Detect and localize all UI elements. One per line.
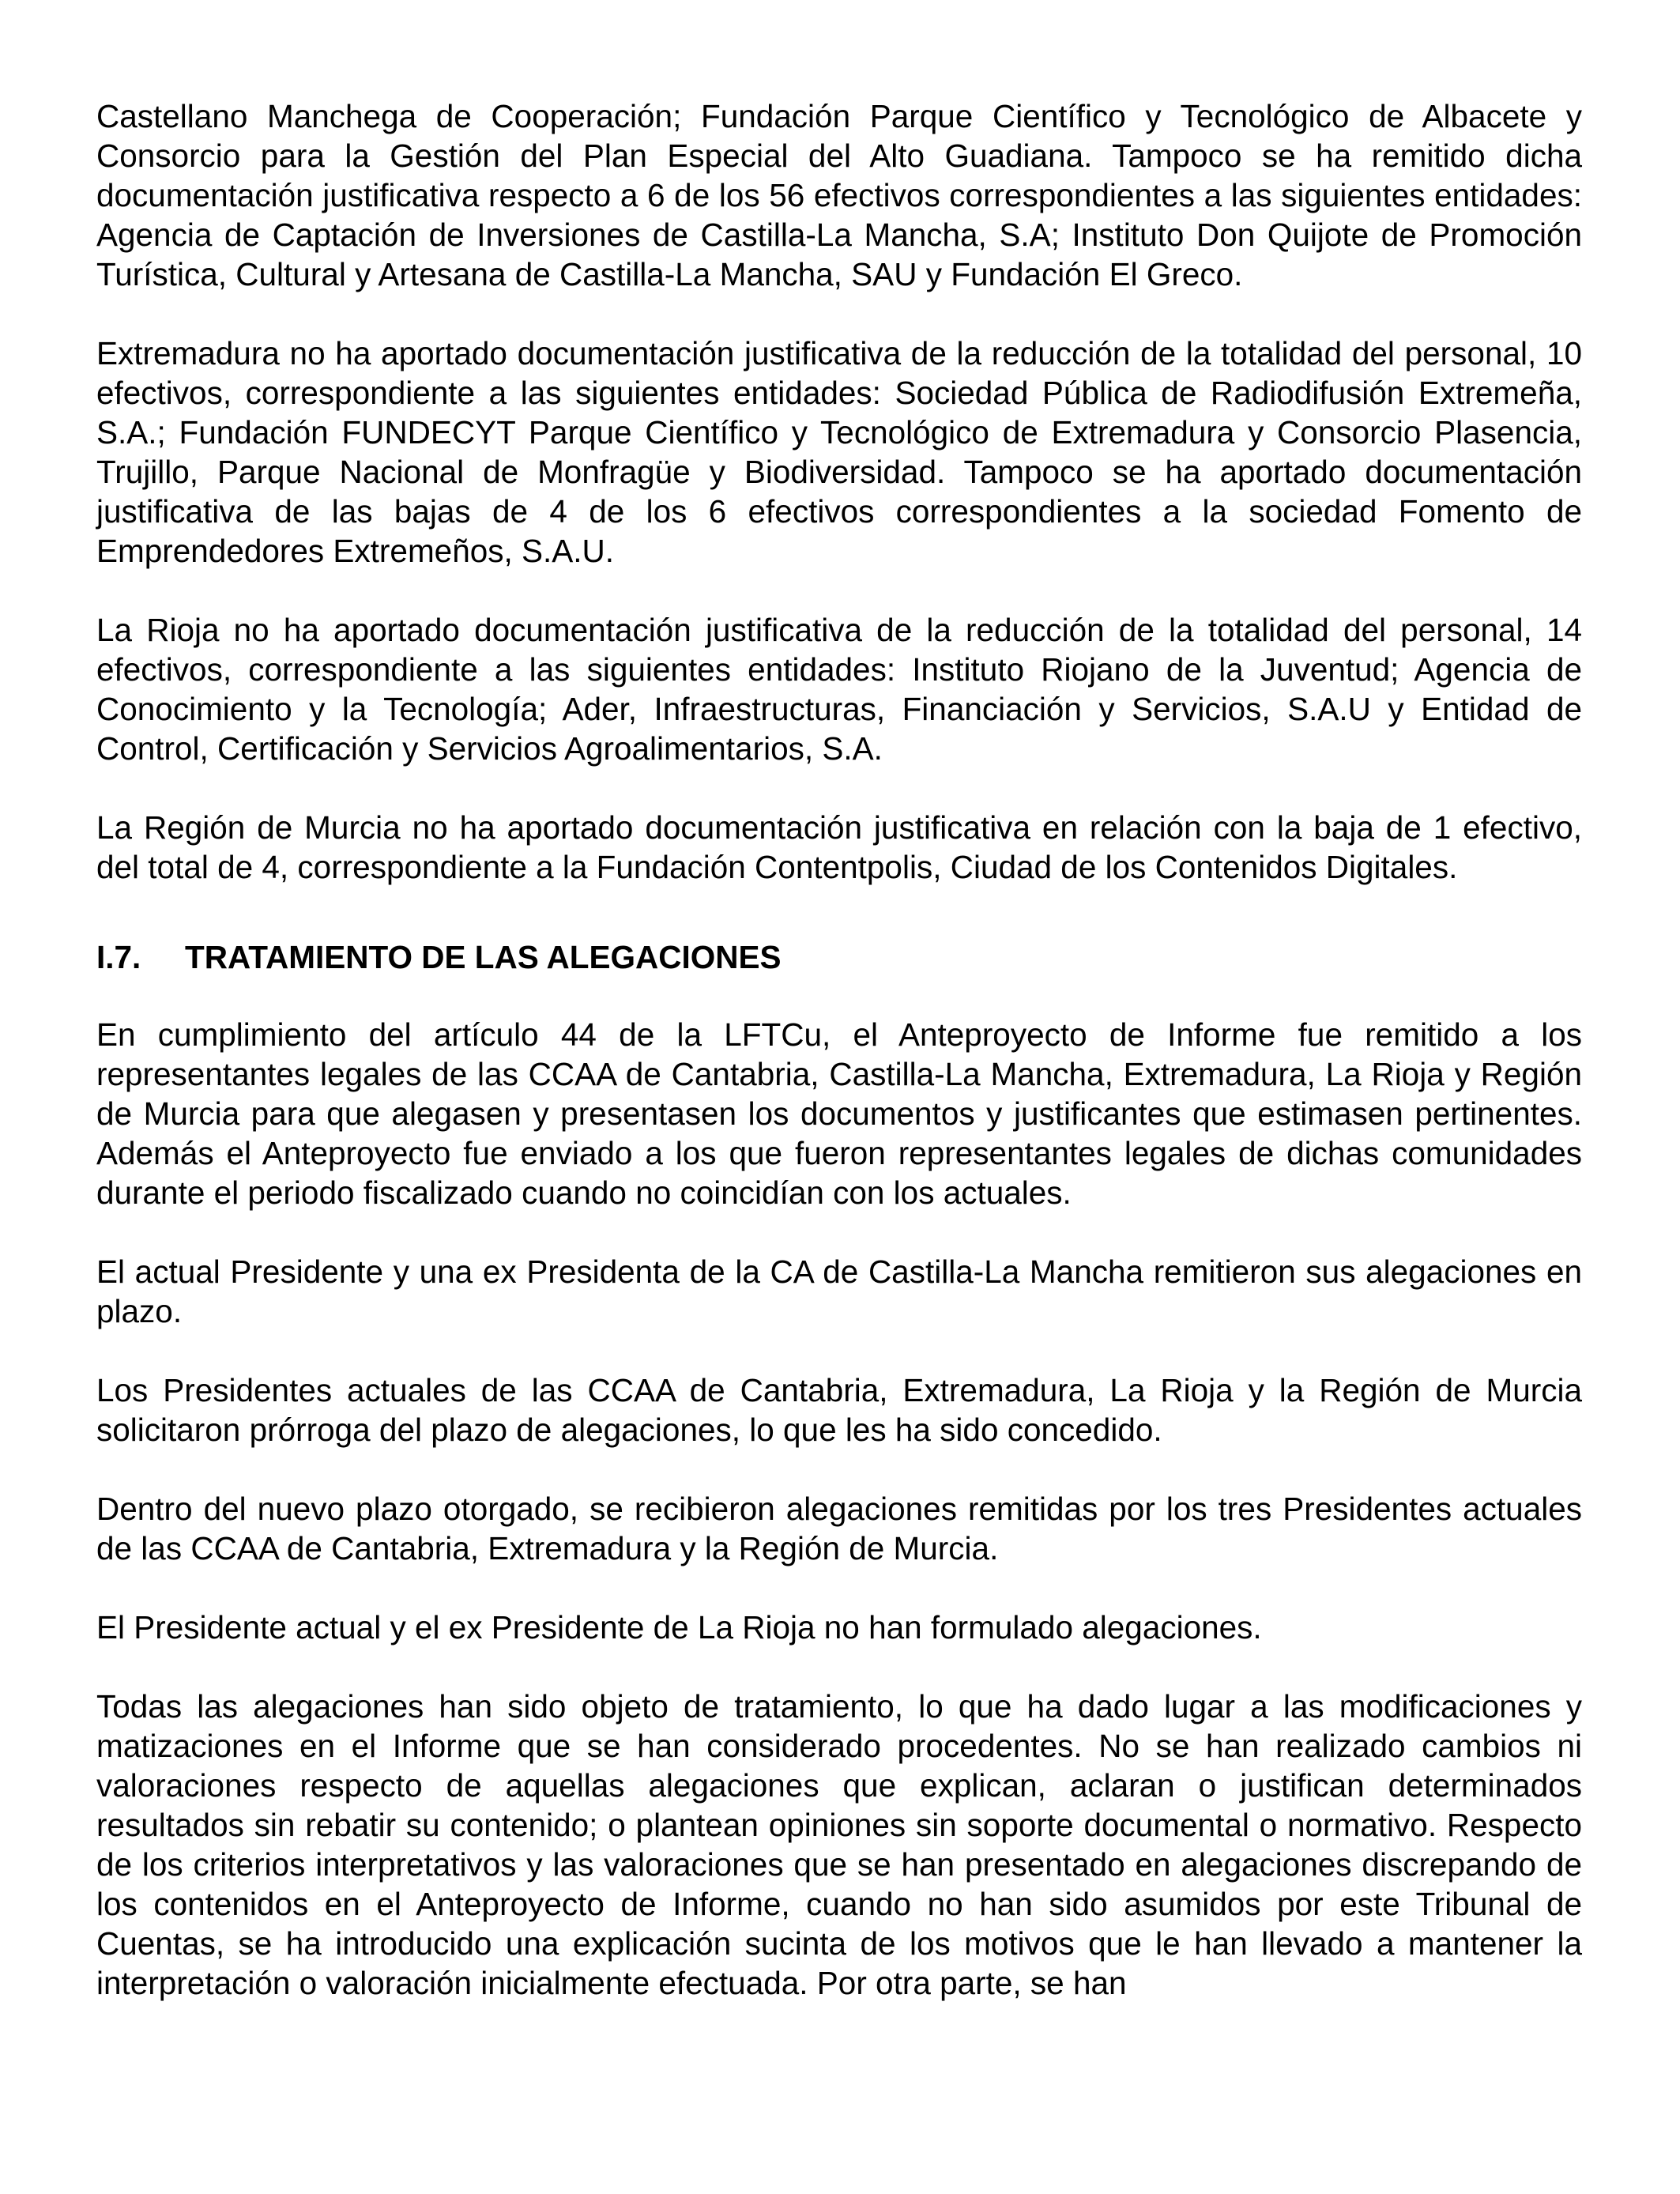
section-number: I.7. <box>96 939 141 975</box>
paragraph-la-rioja: La Rioja no ha aportado documentación justificativa de la reducción de la totalidad del personal, 14 efectivos, correspondiente a las siguientes entidades: Instituto Riojano de la Juventud; Agencia de Conocimiento y la Tecnología; Ader, Infraestructuras, Financiación y Servicios, S.A.U y Entidad de Control, Certificación y Servicios Agroalimentarios, S.A. <box>96 612 1582 767</box>
section-heading <box>96 937 1582 977</box>
section-title: TRATAMIENTO DE LAS ALEGACIONES <box>185 939 782 975</box>
paragraph-tratamiento-alegaciones: Todas las alegaciones han sido objeto de tratamiento, lo que ha dado lugar a las modificaciones y matizaciones en el Informe que se han considerado procedentes. No se han realizado cambios ni valoraciones respecto de aquellas alegaciones que explican, aclaran o justifican determinados resultados sin rebatir su contenido; o plantean opiniones sin soporte documental o normativo. Respecto de los criterios interpretativos y las valoraciones que se han presentado en alegaciones discrepando de los contenidos en el Anteproyecto de Informe, cuando no han sido asumidos por este Tribunal de Cuentas, se ha introducido una explicación sucinta de los motivos que le han llevado a mantener la interpretación o valoración inicialmente efectuada. Por otra parte, se han <box>96 1688 1582 2001</box>
paragraph-castilla-la-mancha-alegaciones: El actual Presidente y una ex Presidenta de la CA de Castilla-La Mancha remitieron sus alegaciones en plazo. <box>96 1253 1582 1329</box>
paragraph-extremadura: Extremadura no ha aportado documentación justificativa de la reducción de la totalidad del personal, 10 efectivos, correspondiente a las siguientes entidades: Sociedad Pública de Radiodifusión Extremeña, S.A.; Fundación FUNDECYT Parque Científico y Tecnológico de Extremadura y Consorcio Plasencia, Trujillo, Parque Nacional de Monfragüe y Biodiversidad. Tampoco se ha aportado documentación justificativa de las bajas de 4 de los 6 efectivos correspondientes a la sociedad Fomento de Emprendedores Extremeños, S.A.U. <box>96 335 1582 569</box>
paragraph-lftcu-remission: En cumplimiento del artículo 44 de la LFTCu, el Anteproyecto de Informe fue remitido a los representantes legales de las CCAA de Cantabria, Castilla-La Mancha, Extremadura, La Rioja y Región de Murcia para que alegasen y presentasen los documentos y justificantes que estimasen pertinentes. Además el Anteproyecto fue enviado a los que fueron representantes legales de dichas comunidades durante el periodo fiscalizado cuando no coincidían con los actuales. <box>96 1016 1582 1211</box>
paragraph-prorroga: Los Presidentes actuales de las CCAA de Cantabria, Extremadura, La Rioja y la Región de Murcia solicitaron prórroga del plazo de alegaciones, lo que les ha sido concedido. <box>96 1372 1582 1448</box>
document-page <box>96 96 1582 2042</box>
paragraph-la-rioja-sin-alegaciones: El Presidente actual y el ex Presidente de La Rioja no han formulado alegaciones. <box>96 1609 1262 1646</box>
paragraph-castilla-la-mancha-entities: Castellano Manchega de Cooperación; Fundación Parque Científico y Tecnológico de Albacete y Consorcio para la Gestión del Plan Especial del Alto Guadiana. Tampoco se ha remitido dicha documentación justificativa respecto a 6 de los 56 efectivos correspondientes a las siguientes entidades: Agencia de Captación de Inversiones de Castilla-La Mancha, S.A; Instituto Don Quijote de Promoción Turística, Cultural y Artesana de Castilla-La Mancha, SAU y Fundación El Greco. <box>96 98 1582 292</box>
paragraph-nuevo-plazo: Dentro del nuevo plazo otorgado, se recibieron alegaciones remitidas por los tres Presidentes actuales de las CCAA de Cantabria, Extremadura y la Región de Murcia. <box>96 1491 1582 1566</box>
paragraph-region-de-murcia: La Región de Murcia no ha aportado documentación justificativa en relación con la baja de 1 efectivo, del total de 4, correspondiente a la Fundación Contentpolis, Ciudad de los Contenidos Digitales. <box>96 809 1582 885</box>
